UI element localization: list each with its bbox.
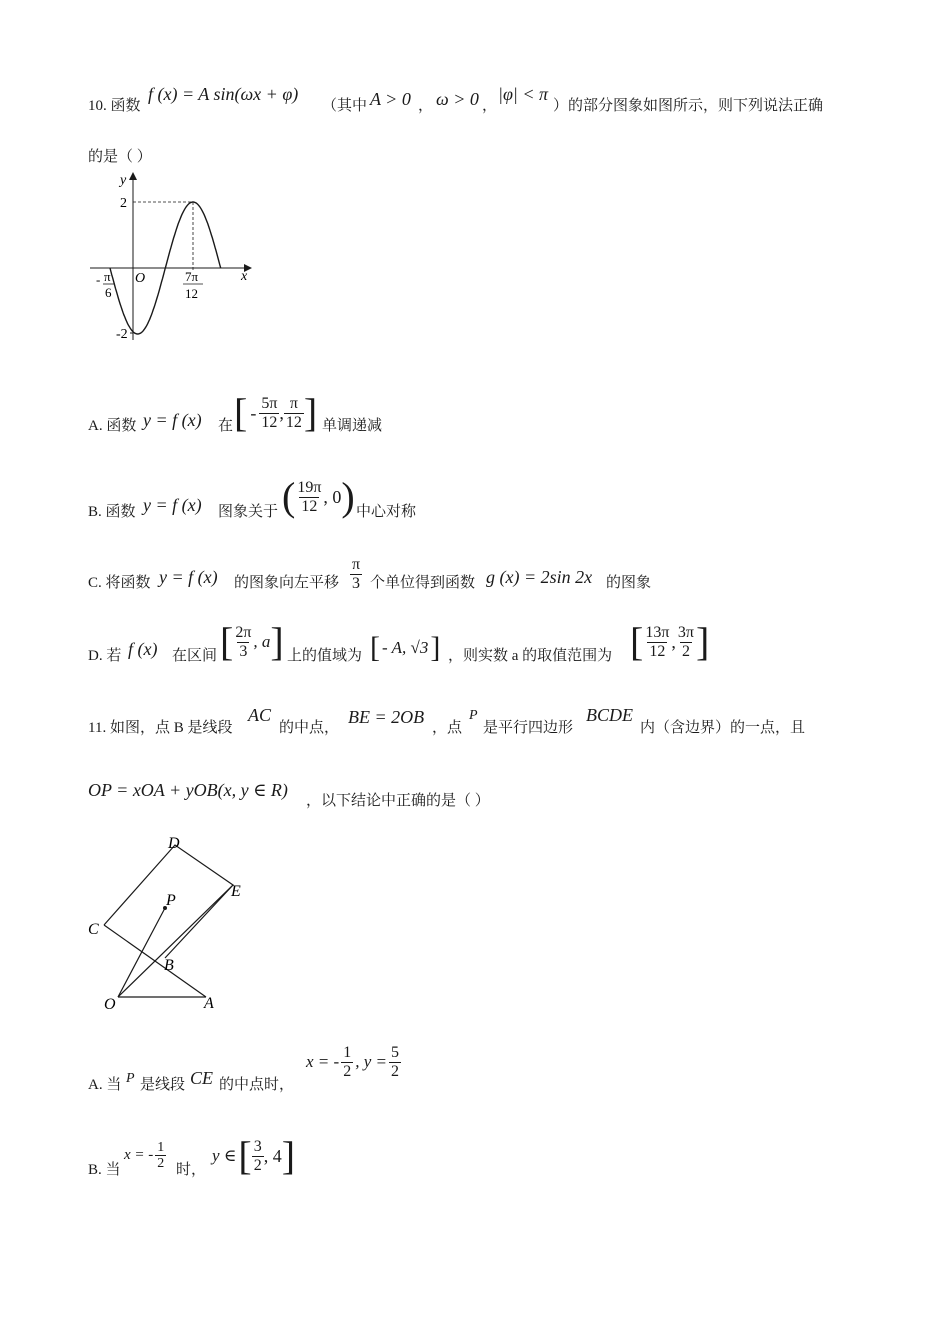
q10-number: 10. 函数 xyxy=(88,98,141,114)
q10-optC-mid: 的图象向左平移 xyxy=(234,575,340,591)
q11-optA-ce: CE xyxy=(190,1068,214,1088)
q10-y-label: y xyxy=(120,173,127,188)
q11-t2: ，点 xyxy=(432,720,463,736)
q10-optD-mid2: 上的值域为 xyxy=(287,648,363,664)
q10-optB-point: ( $\frac{19\pi}{12}$ , 0 ) xyxy=(282,474,355,519)
q10-optC-mid2: 个单位得到函数 xyxy=(370,575,476,591)
q10-cond-a: A > 0 xyxy=(370,89,411,109)
q10-optD-range: [ - A, √3 ] xyxy=(370,631,441,664)
q11-parallelogram: BCDE xyxy=(586,705,633,725)
q10-optC-expr: y = f (x) xyxy=(159,567,218,587)
q10-optB-pre: B. 函数 xyxy=(88,504,136,520)
q10-ymax-label: 2 xyxy=(120,196,127,211)
q11-optA-p: P xyxy=(126,1071,135,1086)
q11-t5: ，以下结论中正确的是（ ） xyxy=(306,793,490,809)
q10-xleft-den: 6 xyxy=(105,285,112,300)
q11-seg-ac: AC xyxy=(248,705,272,725)
q11-optA-pre: A. 当 xyxy=(88,1077,122,1093)
q10-optB-mid: 图象关于 xyxy=(218,504,279,520)
q11-label-e: E xyxy=(231,883,241,900)
q10-xleft-num: π xyxy=(104,269,111,284)
q10-xleft-sign: - xyxy=(96,272,101,287)
q10-origin-label: O xyxy=(135,271,146,286)
q10-comma2: ， xyxy=(482,98,498,114)
q11-label-d: D xyxy=(168,835,180,852)
q10-function: f (x) = A sin(ωx + φ) xyxy=(148,84,299,104)
q11-figure xyxy=(84,830,264,1015)
q10-optA-interval: [ - $\frac{5\pi}{12}$ , $\frac{\pi}{12}$ ] xyxy=(234,390,318,435)
q10-optA-post: 单调递减 xyxy=(322,418,383,434)
q10-optB-post: 中心对称 xyxy=(356,504,417,520)
q10-optC-shift: $\frac{\pi}{3}$ xyxy=(352,556,361,592)
q11-t4: 内（含边界）的一点，且 xyxy=(640,720,806,736)
q11-optA-mid: 是线段 xyxy=(140,1077,186,1093)
q10-optC-pre: C. 将函数 xyxy=(88,575,151,591)
q11-t3: 是平行四边形 xyxy=(483,720,574,736)
q10-optD-answer-interval: [ $\frac{13\pi}{12}$ , $\frac{3\pi}{2}$ ] xyxy=(630,619,710,664)
q11-segment-op xyxy=(118,908,165,997)
q10-comma1: ， xyxy=(418,98,434,114)
q11-t1: 的中点， xyxy=(279,720,340,736)
q11-label-a: A xyxy=(204,995,214,1012)
q10-line2: 的是（ ） xyxy=(88,149,152,165)
q11-number: 11. 如图，点 B 是线段 xyxy=(88,720,233,736)
q10-optA-pre: A. 函数 xyxy=(88,418,137,434)
q10-cond-omega: ω > 0 xyxy=(436,89,479,109)
q10-tail: ）的部分图象如图所示，则下列说法正确 xyxy=(553,98,824,114)
q10-ymin-label: -2 xyxy=(116,327,128,342)
q10-optD-expr: f (x) xyxy=(128,639,158,659)
q11-label-c: C xyxy=(88,921,99,938)
q11-optA-values: x = - $\frac{1}{2}$ , y = $\frac{5}{2}$ xyxy=(306,1044,399,1080)
q10-x-label: x xyxy=(241,269,248,284)
q10-xpeak-num: 7π xyxy=(185,269,199,284)
q10-optA-expr: y = f (x) xyxy=(143,410,202,430)
q11-optB-x: x = - $\frac{1}{2}$ xyxy=(124,1140,165,1172)
q11-label-o: O xyxy=(104,996,116,1013)
q10-xpeak-den: 12 xyxy=(185,286,198,301)
q11-optB-range: y ∈ [ $\frac{3}{2}$ , 4 ] xyxy=(212,1133,296,1178)
q11-optB-mid: 时， xyxy=(176,1162,207,1178)
q11-vector-eq: OP = xOA + yOB(x, y ∈ R) xyxy=(88,780,288,800)
q10-optA-mid: 在 xyxy=(218,418,234,434)
q10-optD-interval: [ $\frac{2\pi}{3}$ , a ] xyxy=(220,619,284,664)
q10-optB-expr: y = f (x) xyxy=(143,495,202,515)
q10-optC-expr2: g (x) = 2sin 2x xyxy=(486,567,593,587)
q10-optD-mid: 在区间 xyxy=(172,648,218,664)
q10-cond-open: （其中 xyxy=(322,98,368,114)
q11-optA-post: 的中点时， xyxy=(219,1077,295,1093)
q11-label-b: B xyxy=(164,957,174,974)
q11-label-p: P xyxy=(166,892,176,909)
q10-cond-phi: |φ| < π xyxy=(498,84,549,104)
q11-p: P xyxy=(469,708,478,723)
q10-graph xyxy=(86,168,256,348)
q10-optD-pre: D. 若 xyxy=(88,648,122,664)
q11-eq: BE = 2OB xyxy=(348,707,425,727)
q10-optD-mid3: ，则实数 a 的取值范围为 xyxy=(448,648,613,664)
q10-optC-post: 的图象 xyxy=(606,575,652,591)
q11-optB-pre: B. 当 xyxy=(88,1162,121,1178)
